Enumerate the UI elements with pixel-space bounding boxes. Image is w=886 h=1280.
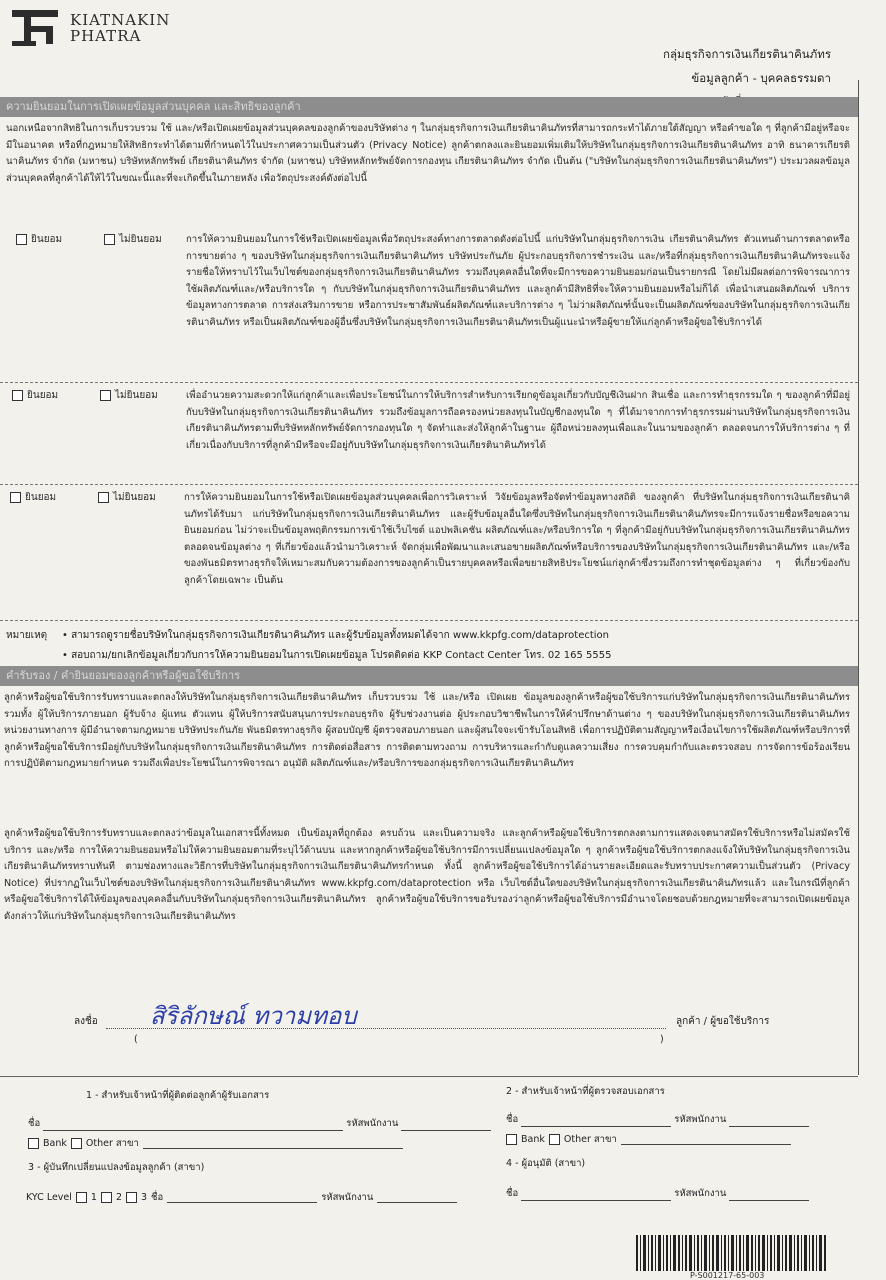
- staff-box1-branch: Bank Other สาขา: [28, 1136, 403, 1151]
- group-title: กลุ่มธุรกิจการเงินเกียรตินาคินภัทร: [663, 47, 831, 61]
- section-a-header: ความยินยอมในการเปิดเผยข้อมูลส่วนบุคคล และสิทธิของลูกค้า: [0, 97, 858, 117]
- name-input[interactable]: [521, 1116, 671, 1127]
- kyc-2-checkbox[interactable]: [101, 1192, 112, 1203]
- divider: [0, 484, 858, 485]
- name-input[interactable]: [167, 1192, 317, 1203]
- consent-3-yes[interactable]: ยินยอม: [10, 490, 56, 505]
- name-input[interactable]: [43, 1120, 343, 1131]
- sign-label: ลงชื่อ: [74, 1016, 98, 1027]
- checkbox-icon[interactable]: [98, 492, 109, 503]
- barcode-number: P-S001217-65-003: [690, 1271, 765, 1280]
- paren-right: ): [660, 1034, 664, 1045]
- staff-box1-title: 1 - สำหรับเจ้าหน้าที่ผู้ติดต่อลูกค้าผู้รับเอกสาร: [86, 1090, 270, 1101]
- brand-name: [70, 12, 170, 44]
- frame-right-border: [858, 80, 859, 1075]
- staff-box3-title: 3 - ผู้บันทึกเปลี่ยนแปลงข้อมูลลูกค้า (สาขา): [28, 1162, 205, 1173]
- staff-box2-title: 2 - สำหรับเจ้าหน้าที่ผู้ตรวจสอบเอกสาร: [506, 1086, 665, 1097]
- brand-line1: KIATNAKIN: [70, 11, 171, 29]
- checkbox-icon[interactable]: [104, 234, 115, 245]
- checkbox-icon[interactable]: [100, 390, 111, 401]
- checkbox-icon[interactable]: [10, 492, 21, 503]
- consent-1-no[interactable]: ไม่ยินยอม: [104, 232, 162, 247]
- customer-signature[interactable]: สิริลักษณ์ ทวามทอบ: [150, 1002, 357, 1030]
- note-label: หมายเหตุ: [6, 630, 48, 641]
- section-b-para2: ลูกค้าหรือผู้ขอใช้บริการรับทราบและตกลงว่าข้อมูลในเอกสารนี้ทั้งหมด เป็นข้อมูลที่ถูกต้อง ครบถ้วน และเป็นความจริง และลูกค้าหรือผู้ขอใช้บริการตกลงตามการแสดงเจตนาสมัครใช้บริการหรือไม่สมัครใช้บริการ และ/หรือ การให้ความยินยอมหรือไม่ให้ความยินยอมตามที่ระบุไว้ด้านบน และหากลูกค้าหรือผู้ขอใช้บริการมีการเปลี่ยนแปลงข้อมูลใด ๆ ลูกค้าหรือผู้ขอใช้บริการตกลงแจ้งให้บริษัทในกลุ่มธุรกิจการเงินเกียรตินาคินภัทรทราบทันที ตามช่องทางและวิธีการที่บริษัทในกลุ่มธุรกิจการเงินเกียรตินาคินภัทรกำหนด ทั้งนี้ ลูกค้าหรือผู้ขอใช้บริการได้อ่านรายละเอียดและรับทราบประกาศความเป็นส่วนตัว (Privacy Notice) ที่ปรากฏในเว็บไซต์ของบริษัทในกลุ่มธุรกิจการเงินเกียรตินาคินภัทร www.kkpfg.com/dataprotection หรือ เว็บไซต์อื่นใดของบริษัทในกลุ่มธุรกิจการเงินเกียรตินาคินภัทรแล้ว และในกรณีที่ลูกค้าหรือผู้ขอใช้บริการได้ให้ข้อมูลของบุคคลอื่นกับบริษัทในกลุ่มธุรกิจการเงินเกียรตินาคินภัทร ลูกค้าหรือผู้ขอใช้บริการขอรับรองว่าลูกค้าหรือผู้ขอใช้บริการมีอำนาจโดยชอบด้วยกฎหมายที่จะสามารถเปิดเผยข้อมูลดังกล่าวให้แก่บริษัทในกลุ่มธุรกิจการเงินเกียรตินาคินภัทร: [4, 828, 850, 922]
- branch-input[interactable]: [143, 1138, 403, 1149]
- consent-1-text: การให้ความยินยอมในการใช้หรือเปิดเผยข้อมูลเพื่อวัตถุประสงค์ทางการตลาดดังต่อไปนี้ แก่บริษัทในกลุ่มธุรกิจการเงิน เกียรตินาคินภัทร ตัวแทนด้านการตลาดหรือการขายต่าง ๆ ของบริษัทในกลุ่มธุรกิจการเงินเกียรตินาคินภัทร บริษัทประกันภัย ผู้ประกอบธุรกิจการชำระเงิน และ/หรือที่กลุ่มธุรกิจการเงินเกียรตินาคินภัทรจะแจ้งรายชื่อให้ทราบไว้ในเว็บไซต์ของกลุ่มธุรกิจการเงินเกียรตินาคินภัทร รวมถึงบุคคลอื่นใดที่จะมีการขอความยินยอมก่อนเป็นรายกรณี โดยไม่มีผลต่อการพิจารณาการใช้ผลิตภัณฑ์และ/หรือบริการใด ๆ กับบริษัทในกลุ่มธุรกิจการเงินเกียรตินาคินภัทร และลูกค้ามีสิทธิที่จะให้ความยินยอมหรือไม่ก็ได้ เพื่อนำเสนอผลิตภัณฑ์ บริการ ข้อมูลทางการตลาด การส่งเสริมการขาย หรือการประชาสัมพันธ์ผลิตภัณฑ์และบริการต่าง ๆ ไม่ว่าผลิตภัณฑ์นั้นจะเป็นผลิตภัณฑ์ของบริษัทในกลุ่มธุรกิจการเงินเกียรตินาคินภัทร หรือเป็นผลิตภัณฑ์ของผู้อื่นซึ่งบริษัทในกลุ่มธุรกิจการเงินเกียรตินาคินภัทรเป็นผู้แนะนำหรือผู้ขายให้แก่ลูกค้าหรือผู้ขอใช้บริการได้: [186, 234, 850, 328]
- section-b-para1: ลูกค้าหรือผู้ขอใช้บริการรับทราบและตกลงให้บริษัทในกลุ่มธุรกิจการเงินเกียรตินาคินภัทร เก็บรวบรวม ใช้ และ/หรือ เปิดเผย ข้อมูลของลูกค้าหรือผู้ขอใช้บริการแก่บริษัทในกลุ่มธุรกิจการเงินเกียรตินาคินภัทร รวมทั้ง ผู้ให้บริการภายนอก ผู้รับจ้าง ผู้แทน ตัวแทน ผู้ให้บริการสนับสนุนการประกอบธุรกิจ ผู้รับช่วงงานต่อ ผู้ประกอบวิชาชีพในการให้คำปรึกษาด้านต่าง ๆ ของบริษัทในกลุ่มธุรกิจการเงินเกียรตินาคินภัทร หน่วยงานทางการ ผู้มีอำนาจตามกฎหมาย บริษัทประกันภัย พันธมิตรทางธุรกิจ ผู้สอบบัญชี ผู้ตรวจสอบภายนอก และผู้สนใจจะเข้ารับโอนสิทธิ เพื่อการปฏิบัติตามสัญญาหรือเงื่อนไขการใช้ผลิตภัณฑ์หรือบริการที่ลูกค้าหรือผู้ขอใช้บริการมีอยู่กับบริษัทในกลุ่มธุรกิจการเงินเกียรตินาคินภัทร การติดต่อสื่อสาร การติดตามทวงถาม การบริหารและกำกับดูแลความเสี่ยง การควบคุมกำกับและตรวจสอบ การจัดการข้อร้องเรียน การปฏิบัติตามกฎหมายกำหนด รวมถึงเพื่อประโยชน์ในการพิจารณา อนุมัติ ผลิตภัณฑ์และ/หรือบริการของกลุ่มธุรกิจการเงินเกียรตินาคินภัทร: [4, 692, 850, 769]
- kyc-1-checkbox[interactable]: [76, 1192, 87, 1203]
- checkbox-icon[interactable]: [506, 1134, 517, 1145]
- signer-role: ลูกค้า / ผู้ขอใช้บริการ: [676, 1016, 770, 1027]
- staff-box1-name[interactable]: ชื่อ รหัสพนักงาน: [28, 1116, 491, 1131]
- consent-3-text: การให้ความยินยอมในการใช้หรือเปิดเผยข้อมูลส่วนบุคคลเพื่อการวิเคราะห์ วิจัยข้อมูลหรือจัดทำข้อมูลทางสถิติ ของลูกค้า ที่บริษัทในกลุ่มธุรกิจการเงินเกียรตินาคินภัทรได้รับมา แก่บริษัทในกลุ่มธุรกิจการเงินเกียรตินาคินภัทร และผู้รับข้อมูลอื่นใดซึ่งบริษัทในกลุ่มธุรกิจการเงินเกียรตินาคินภัทรจะมีการแจ้งรายชื่อหรือขอความยินยอมก่อน ไม่ว่าจะเป็นข้อมูลพฤติกรรมการเข้าใช้เว็บไซต์ แอปพลิเคชัน ผลิตภัณฑ์และ/หรือบริการใด ๆ ที่ลูกค้ามีอยู่กับบริษัทในกลุ่มธุรกิจการเงินเกียรตินาคินภัทร ตลอดจนข้อมูลต่าง ๆ ที่เกี่ยวข้องแล้วนำมาวิเคราะห์ จัดกลุ่มเพื่อพัฒนาและเสนอขายผลิตภัณฑ์หรือบริการของบริษัทในกลุ่มธุรกิจการเงินเกียรตินาคินภัทร และ/หรือของพันธมิตรทางธุรกิจให้เหมาะสมกับความต้องการของลูกค้าเป็นรายบุคคลหรือเพื่อขยายสิทธิประโยชน์แก่ลูกค้าซึ่งรวมถึงการทำชุดข้อมูลต่าง ๆ ที่เกี่ยวข้องกับลูกค้าโดยเฉพาะ เป็นต้น: [184, 492, 850, 586]
- staff-code-input[interactable]: [377, 1192, 457, 1203]
- staff-code-input[interactable]: [729, 1116, 809, 1127]
- kyc-row: KYC Level 1 2 3 ชื่อ รหัสพนักงาน: [26, 1190, 457, 1205]
- note-2: • สอบถาม/ยกเลิกข้อมูลเกี่ยวกับการให้ความยินยอมในการเปิดเผยข้อมูล โปรดติดต่อ KKP Contact Center โทร. 02 165 5555: [62, 650, 612, 661]
- checkbox-icon[interactable]: [16, 234, 27, 245]
- staff-section-divider: [0, 1076, 858, 1077]
- consent-2-text: เพื่ออำนวยความสะดวกให้แก่ลูกค้าและเพื่อประโยชน์ในการให้บริการสำหรับการเรียกดูข้อมูลเกี่ยวกับบัญชีเงินฝาก สินเชื่อ และการทำธุรกรรมใด ๆ ของลูกค้าที่มีอยู่กับบริษัทในกลุ่มธุรกิจการเงินเกียรตินาคินภัทร รวมถึงข้อมูลการถือครองหน่วยลงทุนในบัญชีกองทุนใด ๆ ที่ได้มาจากการทำธุรกรรมผ่านบริษัทในกลุ่มธุรกิจการเงินเกียรตินาคินภัทรตามที่บริษัทหลักทรัพย์จัดการกองทุนใด ๆ จัดทำและส่งให้ลูกค้าในฐานะ ผู้ถือหน่วยลงทุนเพื่อและในนามของลูกค้า ตลอดจนการให้บริการต่าง ๆ ที่เกี่ยวเนื่องกับบริการที่ลูกค้ามีหรือจะมีอยู่กับบริษัทในกลุ่มธุรกิจการเงินเกียรตินาคินภัทรได้: [186, 390, 850, 451]
- branch-input[interactable]: [621, 1134, 791, 1145]
- checkbox-icon[interactable]: [71, 1138, 82, 1149]
- staff-code-input[interactable]: [729, 1190, 809, 1201]
- consent-2-no[interactable]: ไม่ยินยอม: [100, 388, 158, 403]
- note-1: • สามารถดูรายชื่อบริษัทในกลุ่มธุรกิจการเงินเกียรตินาคินภัทร และผู้รับข้อมูลทั้งหมดได้จาก www.kkpfg.com/dataprotection: [62, 630, 610, 641]
- checkbox-icon[interactable]: [12, 390, 23, 401]
- form-title: ข้อมูลลูกค้า - บุคคลธรรมดา: [691, 71, 831, 85]
- staff-box4-title: 4 - ผู้อนุมัติ (สาขา): [506, 1158, 586, 1169]
- paren-left: (: [134, 1034, 138, 1045]
- checkbox-icon[interactable]: [28, 1138, 39, 1149]
- section-a-intro: นอกเหนือจากสิทธิในการเก็บรวบรวม ใช้ และ/หรือเปิดเผยข้อมูลส่วนบุคคลของลูกค้าของบริษัทต่าง ๆ ในกลุ่มธุรกิจการเงินเกียรตินาคินภัทรที่สามารถกระทำได้ภายใต้สัญญา หรือคำขอใด ๆ ที่ลูกค้ามีอยู่หรือจะมีในอนาคต หรือที่กฎหมายให้สิทธิกระทำได้ตามที่กำหนดไว้ในประกาศความเป็นส่วนตัว (Privacy Notice) ลูกค้าตกลงและยินยอมเพิ่มเติมให้บริษัทในกลุ่มธุรกิจการเงินเกียรตินาคินภัทร อาทิ ธนาคารเกียรตินาคินภัทร จำกัด (มหาชน) บริษัทหลักทรัพย์ เกียรตินาคินภัทร จำกัด (มหาชน) บริษัทหลักทรัพย์จัดการกองทุน เกียรตินาคินภัทร จำกัด เป็นต้น ("บริษัทในกลุ่มธุรกิจการเงินเกียรตินาคินภัทร") ประมวลผลข้อมูลส่วนบุคคลที่ลูกค้าได้ให้ไว้ในขณะนี้และที่จะเกิดขึ้นในภายหลัง เพื่อวัตถุประสงค์ดังต่อไปนี้: [6, 123, 850, 184]
- staff-code-input[interactable]: [401, 1120, 491, 1131]
- consent-1-yes[interactable]: ยินยอม: [16, 232, 62, 247]
- staff-box2-branch: Bank Other สาขา: [506, 1132, 791, 1147]
- kyc-3-checkbox[interactable]: [126, 1192, 137, 1203]
- consent-3-no[interactable]: ไม่ยินยอม: [98, 490, 156, 505]
- consent-2-yes[interactable]: ยินยอม: [12, 388, 58, 403]
- section-b-header: คำรับรอง / คำยินยอมของลูกค้าหรือผู้ขอใช้บริการ: [0, 666, 858, 686]
- name-input[interactable]: [521, 1190, 671, 1201]
- staff-box2-name[interactable]: ชื่อ รหัสพนักงาน: [506, 1112, 809, 1127]
- divider: [0, 382, 858, 383]
- kkp-logo-icon: [10, 8, 62, 48]
- barcode-icon: [636, 1235, 826, 1271]
- divider: [0, 620, 858, 621]
- brand-line2: PHATRA: [70, 27, 142, 45]
- checkbox-icon[interactable]: [549, 1134, 560, 1145]
- staff-box4-name[interactable]: ชื่อ รหัสพนักงาน: [506, 1186, 809, 1201]
